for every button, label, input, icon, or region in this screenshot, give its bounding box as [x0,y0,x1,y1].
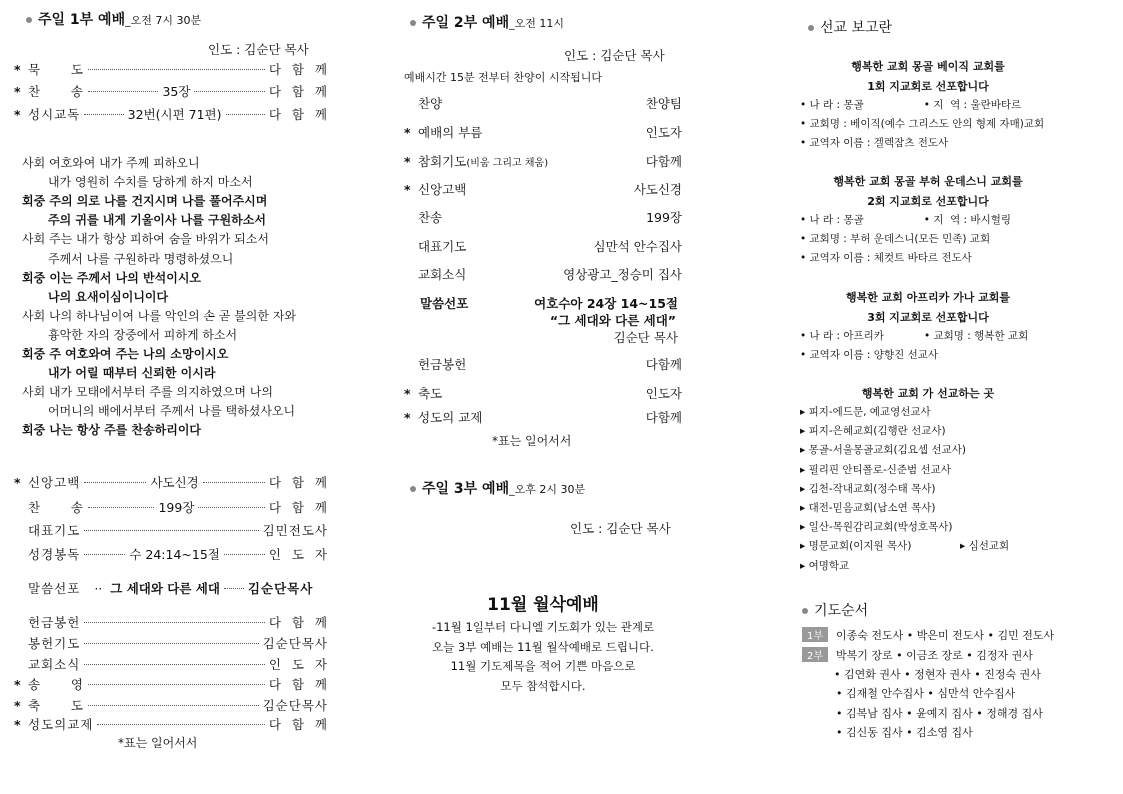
order-row [14,521,328,539]
order-performer: 김순단목사 [262,636,328,651]
standing-mark: * [404,124,411,140]
order-row [14,613,328,631]
bullet-icon [802,608,808,614]
mission-church-detail: • 교회명 : 베이직(예수 그리스도 안의 형제 자매)교회 [800,118,1045,130]
mission-support-item: ▸ 필리핀 안티폴로-신준범 선교사 [800,463,951,476]
order-label: 묵 도 [28,62,84,77]
sermon-preacher: 김순단 목사 [613,330,678,345]
order-label: 성도의 교제 [418,410,483,425]
order-row [404,180,682,198]
mission-church-detail: • 교역자 이름 : 겔렉잠츠 전도사 [800,137,949,149]
order-performer: 다함께 [645,154,682,169]
prayer-name-line: • 김연화 권사 • 정현자 권사 • 진정숙 권사 [834,668,1041,681]
order-performer: 인도자 [645,386,682,401]
second-service-heading [410,12,564,32]
monthly-service-title: 11월 월삭예배 [487,595,599,615]
service-tag: 2부 [802,647,828,662]
mission-church-declaration: 3회 지교회로 선포합니다 [867,311,989,324]
prayer-name-line: • 김신동 집사 • 김소영 집사 [836,725,973,739]
order-performer: 다함께 [645,357,682,372]
order-row [14,82,328,100]
order-performer: 찬양팀 [645,96,682,111]
mission-support-item: ▸ 김천-작내교회(정수태 목사) [800,482,936,495]
order-label: 말씀선포 [420,296,469,311]
first-service-heading [26,9,201,29]
service-tag: 1부 [802,627,828,642]
prayer-name-line: • 김재철 안수집사 • 심만석 안수집사 [836,687,1016,701]
order-detail: 사도신경 [150,475,199,490]
order-performer: 김순단목사 [262,698,328,713]
order-row [14,60,328,78]
sermon-title: “그 세대와 다른 세대” [549,313,676,328]
order-label: 송 영 [28,677,84,692]
third-service-title: 주일 3부 예배 [422,481,510,497]
mission-support-item: ▸ 피지-은혜교회(김행란 선교사) [800,425,946,438]
order-label: 찬 송 [28,84,84,99]
order-row [14,498,328,516]
order-performer: 김민전도사 [262,523,328,538]
third-service-heading [410,478,585,498]
order-label: 헌금봉헌 [28,615,81,630]
order-performer: 인 도 자 [268,657,328,672]
reading-line: 내가 어릴 때부터 신뢰한 이시라 [48,366,216,381]
order-detail: 35장 [162,84,191,99]
order-detail: 32번(시편 71편) [127,107,222,122]
order-detail: 수 24:14~15절 [129,547,220,562]
mission-church-declaration: 2회 지교회로 선포합니다 [867,195,989,208]
order-label: 성시교독 [28,107,81,122]
first-service-title: 주일 1부 예배 [38,12,126,28]
notice-line: 11월 기도제목을 적어 기쁜 마음으로 [450,659,636,673]
standing-mark: * [14,697,21,713]
first-service-time: _오전 7시 30분 [125,14,202,27]
notice-line: 오늘 3부 예배는 11월 월삭예배로 드립니다. [432,639,654,654]
order-label: 성경봉독 [28,547,81,562]
order-label: 찬 송 [28,500,84,515]
standing-mark: * [404,409,411,425]
order-performer: 영상광고_정승미 집사 [563,267,682,282]
order-row [404,408,682,426]
mission-support-title: 행복한 교회 가 선교하는 곳 [861,387,995,400]
mission-church-detail: • 교역자 이름 : 체컷트 바타르 전도사 [800,252,972,264]
prayer-order-heading [802,600,868,620]
order-performer: 다 함 께 [268,62,328,77]
order-performer: 김순단목사 [247,581,314,596]
reading-line: 사회 내가 모태에서부터 주를 의지하였으며 나의 [22,385,273,400]
mission-support-item: ▸ 피지-에드문, 예교영선교사 [800,406,931,418]
reading-line: 회중 주의 의로 나를 건지시며 나를 풀어주시며 [22,194,268,209]
mission-support-item: ▸ 여명학교 [800,559,850,572]
standing-mark: * [14,61,21,77]
order-label: 축 도 [28,698,84,713]
order-label: 성도의교제 [28,717,94,732]
order-row [404,94,682,112]
prayer-second-service: 2부 박복기 장로 • 이금조 장로 • 김정자 권사 [802,647,1033,663]
order-label: 헌금봉헌 [418,357,467,372]
mission-church-title: 행복한 교회 몽골 부허 운데스니 교회를 [833,175,1023,188]
standing-mark: * [14,716,21,732]
order-performer: 인도자 [645,125,682,140]
mission-church-title: 행복한 교회 몽골 베이직 교회를 [851,60,1005,73]
reading-line: 사회 여호와여 내가 주께 피하오니 [22,156,200,170]
order-row [404,237,682,255]
reading-line: 흉악한 자의 장중에서 피하게 하소서 [48,327,238,342]
order-performer: 다 함 께 [268,84,329,99]
first-service-leader: 인도 : 김순단 목사 [208,42,309,57]
bullet-icon [410,20,416,26]
order-label: 교회소식 [418,267,467,282]
mission-support-item: ▸ 명문교회(이지원 목사) [800,540,912,553]
mission-report-heading [808,17,892,37]
reading-line: 주께서 나를 구원하라 명령하셨으니 [48,251,234,266]
order-row [14,545,328,563]
reading-line: 주의 귀를 내게 기울이사 나를 구원하소서 [48,213,266,228]
order-performer: 다 함 께 [268,475,328,490]
order-label: 찬양 [418,96,443,111]
order-label: 예배의 부름 [418,125,483,140]
standing-mark: * [14,676,21,692]
order-row [14,655,328,673]
mission-church-detail: • 교역자 이름 : 양향진 선교사 [800,349,938,361]
order-label: 말씀선포 [28,581,81,596]
notice-line: 모두 참석합시다. [500,678,586,693]
bullet-icon [808,25,814,31]
mission-support-item: ▸ 심선교회 [960,540,1010,552]
mission-support-item: ▸ 몽골-서울몽골교회(김요셉 선교사) [800,444,966,457]
order-row [14,473,328,491]
order-row [404,265,682,283]
standing-mark: * [404,153,411,169]
standing-mark: * [14,83,21,99]
order-row [14,634,328,652]
prayer-order-title: 기도순서 [814,603,869,619]
mission-church-detail: • 교회명 : 부허 운데스니(모든 민족) 교회 [800,233,991,245]
order-performer: 다 함 께 [268,717,328,732]
sermon-title: 그 세대와 다른 세대 [110,581,220,596]
mission-church-declaration: 1회 지교회로 선포합니다 [867,80,989,93]
order-row [404,384,682,402]
mission-support-item: ▸ 일산-목원감리교회(박성호목사) [800,521,953,534]
first-service-sermon-row: 말씀선포 ·· 그 세대와 다른 세대 김순단목사 [28,580,314,596]
mission-support-item: ▸ 대전-믿음교회(남소연 목사) [800,502,936,514]
bullet-icon [410,486,416,492]
order-label: 신앙고백 [28,475,81,490]
second-service-title: 주일 2부 예배 [422,15,510,31]
order-row [404,123,682,141]
second-service-leader: 인도 : 김순단 목사 [564,48,665,63]
standing-note: *표는 일어서서 [118,736,198,750]
reading-line: 회중 나는 항상 주를 찬송하리이다 [22,423,202,438]
order-performer: 사도신경 [633,182,682,197]
order-label-note: (비움 그리고 채움) [466,157,549,169]
order-performer: 심만석 안수집사 [593,239,682,254]
order-row [14,675,328,693]
third-service-leader: 인도 : 김순단 목사 [570,521,671,536]
order-row [14,696,328,714]
mission-church-detail: • 나 라 : 아프리카 • 교회명 : 행복한 교회 [800,330,1029,342]
order-label: 축도 [418,386,443,401]
reading-line: 회중 이는 주께서 나의 반석이시오 [22,270,202,285]
order-performer: 다함께 [645,410,682,425]
prayer-name-line: • 김복남 집사 • 윤예지 집사 • 정해경 집사 [836,706,1043,720]
order-label: 찬송 [418,210,443,225]
order-performer: 다 함 께 [268,500,328,515]
reading-line: 내가 영원히 수치를 당하게 하지 마소서 [48,175,253,190]
standing-mark: * [404,385,411,401]
standing-mark: * [14,106,21,122]
order-label: 대표기도 [28,523,81,538]
mission-church-title: 행복한 교회 아프리카 가나 교회를 [845,291,1011,304]
order-label: 대표기도 [418,239,467,254]
order-label: 참회기도 [418,154,467,169]
standing-note: *표는 일어서서 [492,434,572,448]
reading-line: 사회 나의 하나님이여 나를 악인의 손 곧 불의한 자와 [22,308,296,323]
order-performer: 199장 [646,210,682,225]
order-label: 교회소식 [28,657,81,672]
reading-line: 사회 주는 내가 항상 피하여 숨을 바위가 되소서 [22,232,269,247]
order-row [404,208,682,226]
order-row [404,355,682,373]
mission-church-detail: • 나 라 : 몽골 • 지 역 : 바시헐링 [800,214,1012,226]
sermon-scripture: 여호수아 24장 14~15절 [534,296,678,311]
prayer-first-service: 1부 이종숙 전도사 • 박은미 전도사 • 김민 전도사 [802,627,1054,643]
order-row [14,715,328,733]
reading-line: 어머니의 배에서부터 주께서 나를 택하셨사오니 [48,404,296,419]
order-row [14,105,328,123]
reading-line: 회중 주 여호와여 주는 나의 소망이시오 [22,347,229,361]
mission-report-title: 선교 보고란 [820,20,893,36]
standing-mark: * [14,474,21,490]
second-service-intro: 예배시간 15분 전부터 찬양이 시작됩니다 [404,71,602,84]
second-service-time: _오전 11시 [509,17,564,30]
order-performer: 다 함 께 [268,615,328,630]
bullet-icon [26,17,32,23]
order-label: 봉헌기도 [28,636,81,651]
mission-church-detail: • 나 라 : 몽골 • 지 역 : 울란바타르 [800,99,1022,111]
order-detail: 199장 [158,500,195,515]
notice-line: -11월 1일부터 다니엘 기도회가 있는 관계로 [431,620,655,634]
third-service-time: _오후 2시 30분 [509,483,586,496]
order-performer: 인 도 자 [268,547,328,562]
standing-mark: * [404,181,411,197]
order-performer: 다 함 께 [268,107,328,122]
order-performer: 다 함 께 [268,677,328,692]
order-row [404,152,682,170]
order-label: 신앙고백 [418,182,467,197]
reading-line: 나의 요새이심이니이다 [48,289,169,304]
